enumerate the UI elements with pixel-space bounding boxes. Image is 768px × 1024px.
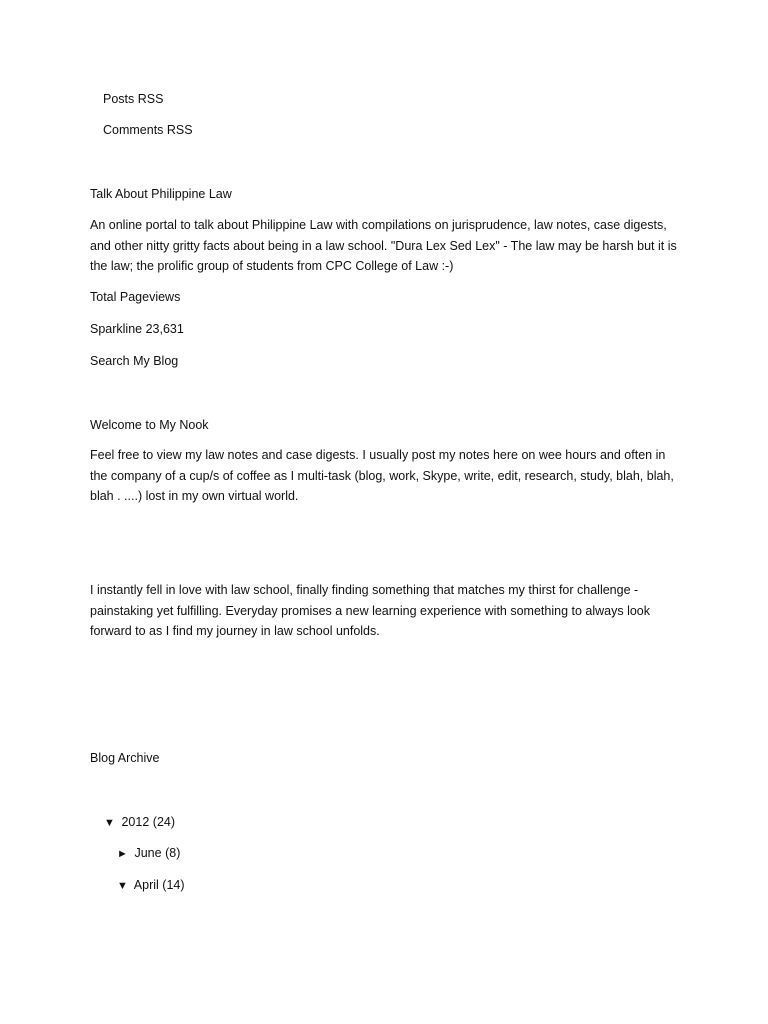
pageviews-title: Total Pageviews	[90, 290, 181, 304]
welcome-paragraph-2: I instantly fell in love with law school, finally finding something that matches my thirst for challenge - painstaking yet fulfilling. Everyday promises a new learning experience with something to always look forward to as I find my journey in law school unfolds.	[90, 583, 651, 638]
welcome-paragraph-1: Feel free to view my law notes and case digests. I usually post my notes here on wee hours and often in the company of a cup/s of coffee as I multi-task (blog, work, Skype, write, edit, research, study, blah, blah, blah . ....) lost in my own virtual world.	[90, 448, 674, 503]
archive-month-link[interactable]: April	[133, 878, 159, 892]
search-title: Search My Blog	[90, 354, 179, 368]
posts-rss-link[interactable]	[103, 91, 163, 107]
archive-year-item[interactable]	[104, 814, 175, 831]
welcome-title: Welcome to My Nook	[90, 418, 209, 432]
collapse-toggle-icon[interactable]: ►	[117, 848, 128, 860]
about-description: An online portal to talk about Philippine Law with compilations on jurisprudence, law notes, case digests, and other nitty gritty facts about being in a law school. "Dura Lex Sed Lex" - The law may be harsh but it is the law; the prolific group of students from CPC College of Law :-)	[90, 218, 677, 273]
about-title: Talk About Philippine Law	[90, 187, 232, 201]
archive-month-link[interactable]: June	[134, 846, 162, 860]
posts-rss-label[interactable]: Posts RSS	[103, 92, 164, 106]
archive-year-count: (24)	[152, 815, 176, 829]
archive-month-item[interactable]	[117, 877, 185, 894]
archive-year-link[interactable]: 2012	[121, 815, 150, 829]
expand-toggle-icon[interactable]: ▼	[117, 880, 128, 892]
archive-month-count: (8)	[165, 846, 181, 860]
archive-month-count: (14)	[162, 878, 185, 892]
expand-toggle-icon[interactable]: ▼	[104, 817, 115, 829]
archive-title: Blog Archive	[90, 751, 160, 765]
comments-rss-label[interactable]: Comments RSS	[103, 123, 193, 137]
pageviews-counter: Sparkline 23,631	[90, 322, 184, 336]
comments-rss-link[interactable]	[103, 122, 193, 138]
archive-month-item[interactable]	[117, 845, 180, 862]
